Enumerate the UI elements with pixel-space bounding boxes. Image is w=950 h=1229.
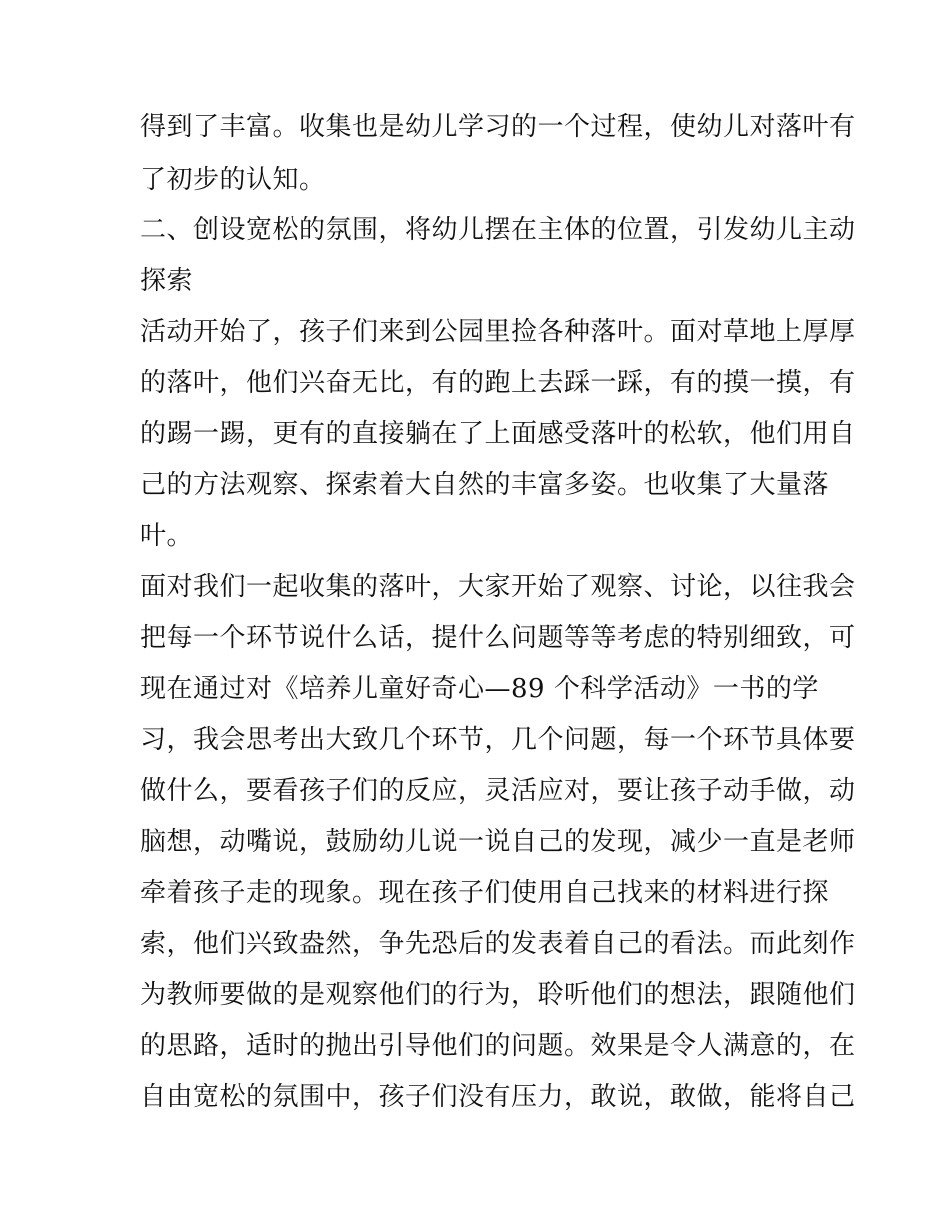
text-line: 把每一个环节说什么话，提什么问题等等考虑的特别细致，可 [140,623,856,653]
text-line: 得到了丰富。收集也是幼儿学习的一个过程，使幼儿对落叶有 [140,112,856,142]
section-heading-continued: 探索 [140,266,194,296]
text-line: 现在通过对《培养儿童好奇心—89 个科学活动》一书的学 [140,674,819,704]
text-line: 的思路，适时的抛出引导他们的问题。效果是令人满意的，在 [140,1031,856,1061]
text-line: 脑想，动嘴说，鼓励幼儿说一说自己的发现，减少一直是老师 [140,827,856,857]
section-heading: 二、创设宽松的氛围，将幼儿摆在主体的位置，引发幼儿主动 [140,215,856,245]
text-line: 活动开始了，孩子们来到公园里捡各种落叶。面对草地上厚厚 [140,317,856,347]
text-line: 的落叶，他们兴奋无比，有的跑上去踩一踩，有的摸一摸，有 [140,368,856,398]
text-line: 叶。 [140,521,194,551]
text-line: 自由宽松的氛围中，孩子们没有压力，敢说，敢做，能将自己 [140,1082,856,1112]
text-line: 己的方法观察、探索着大自然的丰富多姿。也收集了大量落 [140,470,830,500]
text-line: 习，我会思考出大致几个环节，几个问题，每一个环节具体要 [140,725,856,755]
text-line: 为教师要做的是观察他们的行为，聆听他们的想法，跟随他们 [140,980,856,1010]
text-line: 做什么，要看孩子们的反应，灵活应对，要让孩子动手做，动 [140,776,856,806]
text-line: 的踢一踢，更有的直接躺在了上面感受落叶的松软，他们用自 [140,419,856,449]
text-line: 了初步的认知。 [140,165,326,195]
text-line: 面对我们一起收集的落叶，大家开始了观察、讨论，以往我会 [140,572,856,602]
text-line: 牵着孩子走的现象。现在孩子们使用自己找来的材料进行探 [140,878,830,908]
text-line: 索，他们兴致盎然，争先恐后的发表着自己的看法。而此刻作 [140,929,856,959]
